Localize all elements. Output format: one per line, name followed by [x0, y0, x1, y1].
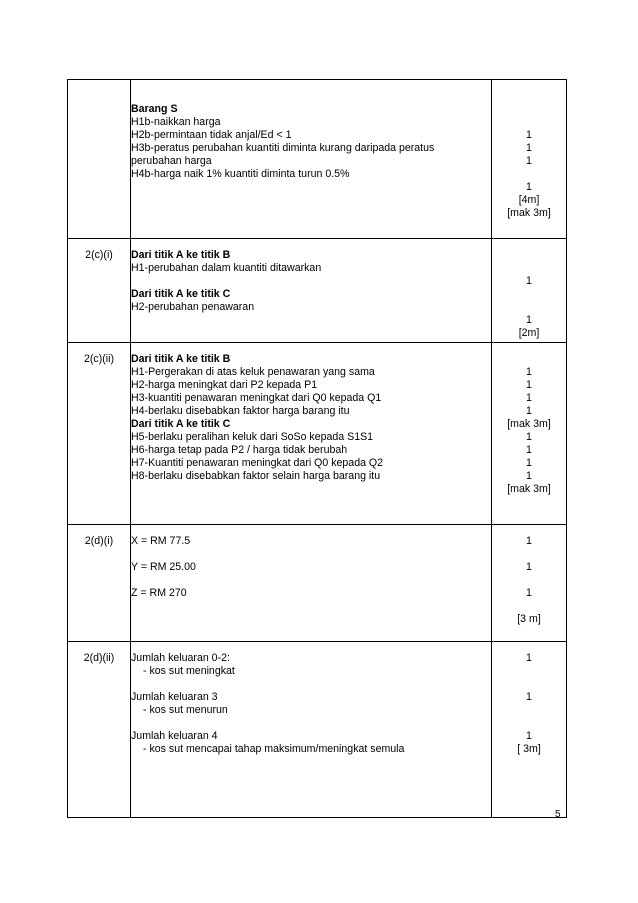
- answer-line: H2b-permintaan tidak anjal/Ed < 1: [131, 129, 292, 141]
- answer-line: Jumlah keluaran 0-2:: [131, 652, 230, 664]
- answer-heading: Dari titik A ke titik B: [131, 249, 231, 261]
- answer-line: Jumlah keluaran 3: [131, 691, 218, 703]
- answer-line: H8-berlaku disebabkan faktor selain harga barang itu: [131, 470, 381, 482]
- answer-line: Y = RM 25.00: [131, 561, 196, 573]
- answer-heading: Dari titik A ke titik C: [131, 418, 231, 430]
- marks-column: [492, 343, 567, 525]
- answer-content: [131, 80, 492, 239]
- answer-content: [131, 343, 492, 525]
- mark-value: [mak 3m]: [507, 418, 551, 430]
- question-number: 2(d)(ii): [68, 642, 131, 818]
- mark-value: [492, 288, 566, 301]
- mark-value: 1: [526, 457, 532, 469]
- answer-line: H2-perubahan penawaran: [131, 301, 255, 313]
- mark-value: [3 m]: [517, 613, 541, 625]
- mark-value: 1: [526, 392, 532, 404]
- answer-line: H4b-harga naik 1% kuantiti diminta turun 0.5%: [131, 168, 350, 180]
- answer-line: [131, 717, 491, 730]
- answer-line: [131, 275, 491, 288]
- mark-value: [492, 548, 566, 561]
- answer-line: perubahan harga: [131, 155, 212, 167]
- question-number: 2(c)(ii): [68, 343, 131, 525]
- mark-value: [mak 3m]: [507, 483, 551, 495]
- page-number: 5: [555, 809, 561, 820]
- answer-content: [131, 525, 492, 642]
- mark-value: [492, 168, 566, 181]
- mark-value: [492, 704, 566, 717]
- answer-line: - kos sut meningkat: [143, 665, 235, 677]
- mark-value: 1: [526, 366, 532, 378]
- answer-line: H7-Kuantiti penawaran meningkat dari Q0 kepada Q2: [131, 457, 384, 469]
- mark-value: 1: [526, 275, 532, 287]
- answer-line: [131, 678, 491, 691]
- question-number: [68, 80, 131, 239]
- answer-line: H1-Pergerakan di atas keluk penawaran yang sama: [131, 366, 375, 378]
- answer-line: H3-kuantiti penawaran meningkat dari Q0 kepada Q1: [131, 392, 382, 404]
- scheme-row: [68, 343, 567, 525]
- answer-line: H6-harga tetap pada P2 / harga tidak berubah: [131, 444, 348, 456]
- mark-value: [ 3m]: [517, 743, 541, 755]
- mark-value: 1: [526, 405, 532, 417]
- mark-value: 1: [526, 444, 532, 456]
- answer-line: - kos sut mencapai tahap maksimum/meningkat semula: [143, 743, 405, 755]
- answer-line: H1b-naikkan harga: [131, 116, 221, 128]
- marks-column: [492, 80, 567, 239]
- mark-value: [492, 262, 566, 275]
- mark-value: 1: [526, 470, 532, 482]
- mark-value: 1: [526, 181, 532, 193]
- mark-value: 1: [526, 561, 532, 573]
- scheme-row: [68, 80, 567, 239]
- mark-value: [492, 353, 566, 366]
- marking-scheme-table: [67, 79, 567, 818]
- answer-line: X = RM 77.5: [131, 535, 191, 547]
- mark-value: 1: [526, 155, 532, 167]
- answer-line: - kos sut menurun: [143, 704, 228, 716]
- mark-value: [2m]: [518, 327, 540, 339]
- answer-line: [131, 574, 491, 587]
- scheme-row: [68, 642, 567, 818]
- answer-heading: Dari titik A ke titik B: [131, 353, 231, 365]
- marking-scheme-body: [68, 80, 567, 818]
- answer-line: H5-berlaku peralihan keluk dari SoSo kepada S1S1: [131, 431, 374, 443]
- mark-value: 1: [526, 142, 532, 154]
- question-number: 2(c)(i): [68, 239, 131, 343]
- answer-line: H2-harga meningkat dari P2 kepada P1: [131, 379, 318, 391]
- question-number: 2(d)(i): [68, 525, 131, 642]
- scheme-row: [68, 525, 567, 642]
- answer-line: Z = RM 270: [131, 587, 187, 599]
- answer-heading: Dari titik A ke titik C: [131, 288, 231, 300]
- answer-line: [131, 548, 491, 561]
- mark-value: [mak 3m]: [507, 207, 551, 219]
- mark-value: [492, 600, 566, 613]
- mark-value: 1: [526, 129, 532, 141]
- mark-value: 1: [526, 535, 532, 547]
- answer-line: H4-berlaku disebabkan faktor harga barang itu: [131, 405, 350, 417]
- answer-line: H3b-peratus perubahan kuantiti diminta kurang daripada peratus: [131, 142, 435, 154]
- answer-content: [131, 239, 492, 343]
- answer-content: [131, 642, 492, 818]
- mark-value: [492, 574, 566, 587]
- mark-value: 1: [526, 691, 532, 703]
- answer-heading: Barang S: [131, 103, 178, 115]
- mark-value: [492, 717, 566, 730]
- mark-value: 1: [526, 379, 532, 391]
- answer-line: Jumlah keluaran 4: [131, 730, 218, 742]
- mark-value: [492, 116, 566, 129]
- mark-value: [4m]: [518, 194, 540, 206]
- marks-column: [492, 525, 567, 642]
- marks-column: [492, 642, 567, 818]
- mark-value: 1: [526, 431, 532, 443]
- scheme-row: [68, 239, 567, 343]
- mark-value: 1: [526, 652, 532, 664]
- mark-value: 1: [526, 314, 532, 326]
- mark-value: 1: [526, 730, 532, 742]
- marks-column: [492, 239, 567, 343]
- answer-line: H1-perubahan dalam kuantiti ditawarkan: [131, 262, 322, 274]
- mark-value: 1: [526, 587, 532, 599]
- mark-value: [492, 678, 566, 691]
- mark-value: [492, 665, 566, 678]
- mark-value: [492, 301, 566, 314]
